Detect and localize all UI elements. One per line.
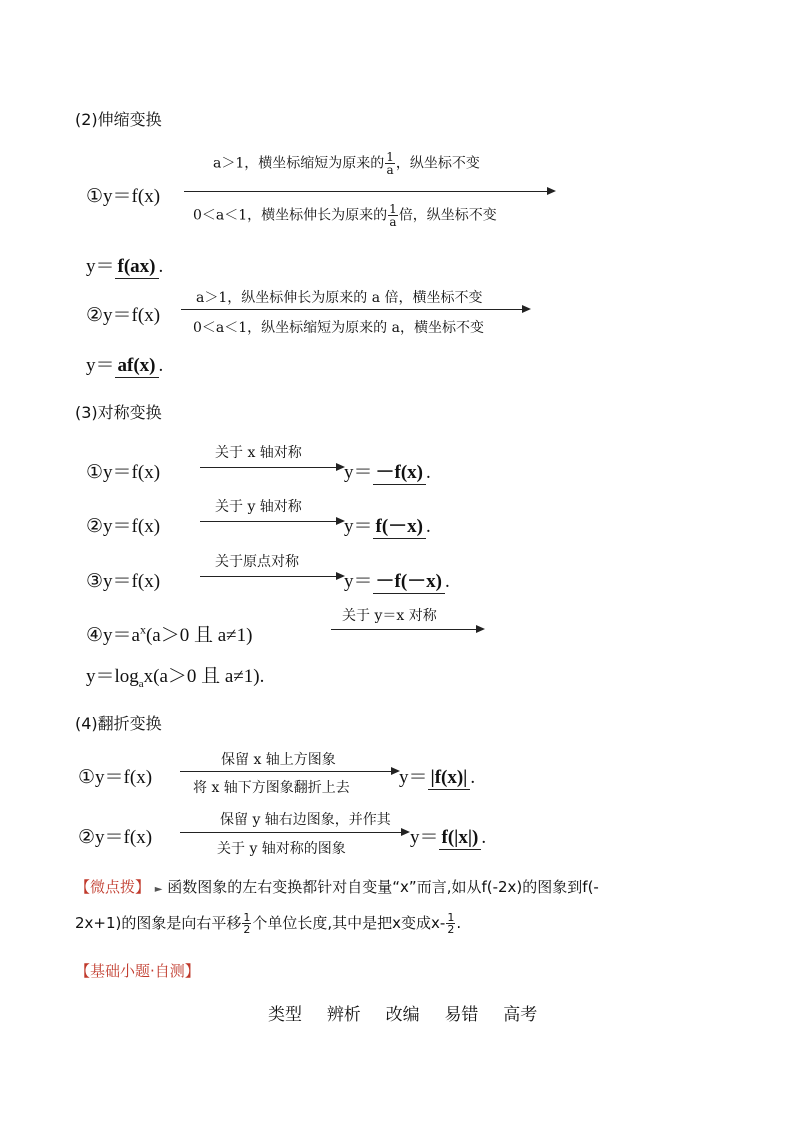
flip-item-1-answer: |f(x)| [428,767,471,790]
scale-item-1-lhs [86,181,160,208]
note-tag: 【微点拨】 [75,878,151,896]
fraction-one-half: $\frac{1}{2}$ [243,911,251,936]
symmetry-item-4-condition: 关于 y＝x 对称 [342,608,437,624]
scale-item-1-label: ① [86,186,104,207]
flip-item-1-bottom-condition: 将 x 轴下方图象翻折上去 [193,780,350,796]
symmetry-item-2-answer: f(－x) [373,516,426,539]
symmetry-item-2-result: y＝ f(－x) . [344,516,431,537]
tab-analysis[interactable]: 辨析 [326,1005,361,1025]
note-line-2: 2x+1)的图象是向右平移 $\frac{1}{2}$ 个单位长度,其中是把x变成x- $\frac{1}{2}$ . [75,911,462,936]
tab-error-prone[interactable]: 易错 [444,1005,479,1025]
scale-item-2-answer: af(x) [115,355,159,378]
tab-adapted[interactable]: 改编 [385,1005,420,1025]
flip-item-1-lhs: ①y＝f(x) [78,767,153,788]
symmetry-item-3-condition: 关于原点对称 [215,554,299,570]
symmetry-item-2-lhs: ②y＝f(x) [86,516,161,537]
symmetry-item-3-answer: －f(－x) [373,571,445,594]
note-text-1: 函数图象的左右变换都针对自变量“x”而言,如从f(-2x)的图象到f(- [167,878,599,896]
symmetry-item-4-result: $y=\log_ax(a>0$ 且 a≠1). [86,666,265,690]
flip-item-2-top-condition: 保留 y 轴右边图象，并作其 [220,812,391,828]
symmetry-item-3-arrow [200,576,343,577]
scale-item-2-arrow [181,309,529,310]
quiz-category-tabs [268,1000,537,1025]
scale-item-2-top-condition: a＞1，纵坐标伸长为原来的 a 倍，横坐标不变 [196,290,483,306]
scale-item-1-arrow [184,191,554,192]
scale-item-2-result: y＝ af(x) . [86,355,164,376]
symmetry-item-1-arrow [200,467,343,468]
note-line-1 [75,876,599,897]
scale-item-1-top-condition: a＞1，横坐标缩短为原来的 $\frac{1}{a}$ ，纵坐标不变 [213,150,480,177]
scale-item-2-lhs [86,300,160,327]
scale-item-1-func: y＝f(x) [103,186,161,207]
symmetry-item-4-arrow [331,629,483,630]
section-title-flip: (4)翻折变换 [75,714,162,733]
fraction-1-over-a: $\frac{1}{a}$ [386,150,394,177]
flip-item-2-lhs: ②y＝f(x) [78,827,153,848]
fraction-one-half-2: $\frac{1}{2}$ [447,911,455,936]
scale-item-1-result: y＝ f(ax) . [86,256,164,277]
flip-item-1-top-condition: 保留 x 轴上方图象 [221,752,336,768]
flip-item-2-arrow [180,832,408,833]
symmetry-item-3-result: y＝ －f(－x) . [344,571,450,592]
flip-item-2-bottom-condition: 关于 y 轴对称的图象 [217,841,346,857]
flip-item-1-arrow [180,771,398,772]
symmetry-item-4-lhs: $④y=a^x(a>0$ 且 a≠1) [86,622,253,646]
tab-type[interactable]: 类型 [268,1005,302,1025]
symmetry-item-1-answer: －f(x) [373,462,426,485]
flip-item-1-result: y＝ |f(x)| . [399,767,476,788]
scale-item-2-label: ② [86,305,104,326]
fraction-1-over-a-bottom: $\frac{1}{a}$ [389,202,397,229]
scale-item-2-func: y＝f(x) [103,305,161,326]
symmetry-item-3-lhs: ③y＝f(x) [86,571,161,592]
symmetry-item-1-result: y＝ －f(x) . [344,462,431,483]
section-title-scale: (2)伸缩变换 [75,110,162,129]
scale-item-2-bottom-condition: 0＜a＜1，纵坐标缩短为原来的 a，横坐标不变 [193,320,484,336]
symmetry-item-1-condition: 关于 x 轴对称 [215,445,302,461]
symmetry-item-2-condition: 关于 y 轴对称 [215,499,302,515]
triangle-marker-icon: ► [154,884,163,895]
symmetry-item-1-lhs: ①y＝f(x) [86,462,161,483]
symmetry-item-2-arrow [200,521,343,522]
flip-item-2-answer: f(|x|) [439,827,482,850]
flip-item-2-result: y＝ f(|x|) . [410,827,487,848]
basic-quiz-tag: 【基础小题·自测】 [75,962,200,980]
section-title-symmetry: (3)对称变换 [75,403,162,422]
scale-item-1-bottom-condition: 0＜a＜1，横坐标伸长为原来的 $\frac{1}{a}$ 倍，纵坐标不变 [193,202,497,229]
scale-item-1-answer: f(ax) [115,256,159,279]
tab-gaokao[interactable]: 高考 [503,1005,538,1025]
